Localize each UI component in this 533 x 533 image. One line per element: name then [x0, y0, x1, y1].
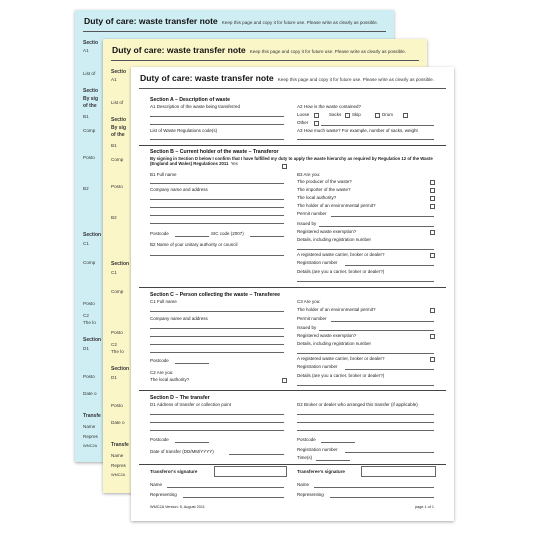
version-footer: WMC2A Version: 5, August 2011 — [150, 505, 205, 509]
b-details-reg-label: Details, including registration number — [297, 237, 372, 242]
back-row: Posto — [83, 301, 95, 306]
back-row: Repres — [83, 434, 98, 439]
b-importer-checkbox[interactable] — [430, 188, 435, 193]
drum-label: Drum — [382, 112, 393, 117]
c-reg-exempt-checkbox[interactable] — [430, 334, 435, 339]
front-sheet — [131, 67, 454, 521]
b-local-authority-label: The local authority? — [297, 195, 337, 200]
c-postcode-label: Postcode — [150, 358, 169, 363]
transferor-signature-label: Transferor's signature — [150, 469, 198, 474]
c-issued-by-line[interactable] — [319, 330, 434, 331]
back-row: By sig — [83, 96, 99, 102]
b-permit-number-label: Permit number — [297, 211, 327, 216]
b-carrier-label: A registered waste carrier, broker or dealer? — [297, 252, 385, 257]
middle-row: WMC2A — [111, 473, 126, 477]
a2-label: A2 How is the waste contained? — [297, 104, 362, 109]
section-c-heading: Section C – Person collecting the waste – Transferee — [150, 292, 281, 298]
b-reg-number-label: Registration number — [297, 260, 338, 265]
c-issued-by-label: Issued by — [297, 325, 317, 330]
transferor-representing-line[interactable] — [183, 497, 284, 498]
back-row: Comp — [83, 260, 96, 265]
middle-row: Sectio — [111, 117, 127, 123]
middle-row: Date o — [111, 420, 125, 425]
transferor-representing-label: Representing — [150, 492, 177, 497]
front-title: Duty of care: waste transfer note Keep this page and copy it for future use. Please write as clearly as possible. — [140, 73, 434, 83]
sic-code-label: SIC code (2007) — [211, 231, 244, 236]
back-row: Comp — [83, 128, 96, 133]
b-carrier-checkbox[interactable] — [430, 253, 435, 258]
back-row: Posto — [83, 155, 95, 160]
middle-row: Section — [111, 366, 130, 372]
c-company-line[interactable] — [150, 352, 284, 353]
back-row: Section — [83, 337, 102, 343]
b1-label: B1 Full name — [150, 172, 177, 177]
b-details-reg-line[interactable] — [297, 249, 434, 250]
hierarchy-yes-checkbox[interactable] — [282, 164, 287, 169]
transferee-name-label: Name — [297, 482, 310, 487]
middle-row: The lo — [111, 349, 124, 354]
transfer-date-line[interactable] — [229, 454, 284, 455]
a1-input-line[interactable] — [150, 124, 284, 125]
back-row: A1 — [83, 48, 89, 53]
back-row: B1 — [83, 114, 89, 119]
b-company-line[interactable] — [150, 207, 284, 208]
b3-label: B3 Are you: — [297, 172, 321, 177]
c-company-line[interactable] — [150, 328, 284, 329]
waste-hierarchy-declaration: By signing in Section D below I confirm that I have fulfilled my duty to apply the waste hierarchy as required by Regulation 12 of the Waste (England and Wales) Regulations 2011 Yes — [150, 156, 433, 167]
middle-row: C2 — [111, 342, 117, 347]
codes-input-line[interactable] — [150, 139, 284, 140]
c-company-line[interactable] — [150, 336, 284, 337]
page-number: page 1 of 1 — [414, 505, 434, 509]
c1-input-line[interactable] — [150, 311, 284, 312]
c-details-reg-line[interactable] — [297, 353, 434, 354]
b-producer-checkbox[interactable] — [430, 180, 435, 185]
b-issued-by-line[interactable] — [319, 226, 434, 227]
transferee-signature-label: Transferee's signature — [297, 469, 345, 474]
back-row: B2 — [83, 186, 89, 191]
a1-input-line[interactable] — [150, 116, 284, 117]
c-env-permit-checkbox[interactable] — [430, 308, 435, 313]
b-importer-label: The importer of the waste? — [297, 187, 351, 192]
c3-label: C3 Are you: — [297, 299, 321, 304]
back-row: C1 — [83, 241, 89, 246]
c-carrier-label: A registered waste carrier, broker or dealer? — [297, 356, 385, 361]
skip-checkbox[interactable] — [375, 113, 380, 118]
b-postcode-line[interactable] — [175, 236, 209, 237]
b-env-permit-label: The holder of an environmental permit? — [297, 203, 376, 208]
c-permit-number-label: Permit number — [297, 316, 327, 321]
b2-label: B2 Name of your unitary authority or council — [150, 242, 238, 247]
b1-input-line[interactable] — [150, 183, 284, 184]
middle-row: B1 — [111, 143, 117, 148]
c-reg-exempt-label: Registered waste exemption? — [297, 333, 357, 338]
codes-label: List of Waste Regulations code(s) — [150, 128, 218, 133]
other-label: Other — [297, 120, 309, 125]
skip-label: Skip — [352, 112, 361, 117]
back-row: Transfe — [83, 413, 101, 419]
b-company-label: Company name and address — [150, 187, 208, 192]
d2-label: D2 Broker or dealer who arranged this transfer (if applicable) — [297, 402, 418, 407]
middle-title: Duty of care: waste transfer note Keep this page and copy it for future use. Please write as clearly as possible. — [112, 45, 406, 55]
c-env-permit-label: The holder of an environmental permit? — [297, 307, 376, 312]
b-postcode-label: Postcode — [150, 231, 169, 236]
sacks-checkbox[interactable] — [345, 113, 350, 118]
b2-input-line[interactable] — [150, 255, 284, 256]
a1-label: A1 Description of the waste being transferred — [150, 104, 241, 109]
back-title: Duty of care: waste transfer note Keep this page and copy it for future use. Please write as clearly as possible. — [84, 16, 378, 26]
c-postcode-line[interactable] — [175, 363, 209, 364]
transferee-signature-box[interactable] — [361, 466, 436, 477]
loose-label: Loose — [297, 112, 310, 117]
middle-row: Posto — [111, 184, 123, 189]
c1-label: C1 Full name — [150, 299, 177, 304]
a3-label: A3 How much waste? For example, number of sacks, weight — [297, 128, 418, 133]
middle-row: Comp — [111, 289, 124, 294]
b-reg-exempt-checkbox[interactable] — [430, 230, 435, 235]
sic-code-line[interactable] — [250, 236, 284, 237]
b-company-line[interactable] — [150, 223, 284, 224]
middle-row: Posto — [111, 403, 123, 408]
middle-row: C1 — [111, 270, 117, 275]
back-row: D1 — [83, 346, 89, 351]
back-row: C2 — [83, 313, 89, 318]
other-input-line[interactable] — [321, 125, 434, 126]
times-line[interactable] — [316, 460, 350, 461]
c-local-authority-checkbox[interactable] — [282, 378, 287, 383]
back-row: WMC2A — [83, 444, 98, 448]
middle-row: Name — [111, 453, 124, 458]
d2-input-line[interactable] — [297, 422, 434, 423]
transferor-name-label: Name — [150, 482, 163, 487]
back-row: Sectio — [83, 40, 99, 46]
d-reg-number-label: Registration number — [297, 447, 338, 452]
c-company-line[interactable] — [150, 344, 284, 345]
loose-checkbox[interactable] — [314, 113, 319, 118]
section-d-heading: Section D – The transfer — [150, 395, 210, 401]
b-company-line[interactable] — [150, 199, 284, 200]
transfer-date-label: Date of transfer (DD/MM/YYYY) — [150, 449, 214, 454]
c-carrier-checkbox[interactable] — [430, 357, 435, 362]
transferee-representing-label: Representing — [297, 492, 324, 497]
transferor-signature-box[interactable] — [214, 466, 287, 477]
middle-row: Comp — [111, 157, 124, 162]
d1-input-line[interactable] — [150, 414, 284, 415]
b-producer-label: The producer of the waste? — [297, 179, 352, 184]
d2-input-line[interactable] — [297, 430, 434, 431]
b-issued-by-label: Issued by — [297, 221, 317, 226]
section-a-heading: Section A – Description of waste — [150, 97, 231, 103]
middle-row: D1 — [111, 375, 117, 380]
d-postcode-label: Postcode — [150, 437, 169, 442]
c-reg-number-line[interactable] — [345, 369, 434, 370]
d2-postcode-label: Postcode — [297, 437, 316, 442]
d-reg-number-line[interactable] — [345, 452, 434, 453]
b-details-carrier-label: Details (are you a carrier, broker or dealer?) — [297, 269, 385, 274]
c-permit-number-line[interactable] — [331, 321, 434, 322]
transferor-name-line[interactable] — [167, 487, 284, 488]
b-env-permit-checkbox[interactable] — [430, 204, 435, 209]
d1-label: D1 Address of transfer or collection point — [150, 402, 232, 407]
back-row: List of — [83, 71, 96, 76]
middle-row: List of — [111, 100, 124, 105]
b-local-authority-checkbox[interactable] — [430, 196, 435, 201]
times-label: Time(s) — [297, 455, 313, 460]
b-reg-number-line[interactable] — [345, 265, 434, 266]
d1-input-line[interactable] — [150, 430, 284, 431]
back-row: Section — [83, 232, 102, 238]
transferee-representing-line[interactable] — [330, 497, 434, 498]
back-row: Sectio — [83, 88, 99, 94]
middle-row: Section — [111, 261, 130, 267]
other-checkbox[interactable] — [314, 121, 319, 126]
d2-postcode-line[interactable] — [321, 442, 355, 443]
middle-row: By sig — [111, 125, 127, 131]
b-details-carrier-line[interactable] — [297, 281, 434, 282]
c2-label: C2 Are you: — [150, 370, 174, 375]
middle-row: of the — [111, 132, 125, 138]
middle-row: Posto — [111, 330, 123, 335]
d1-input-line[interactable] — [150, 422, 284, 423]
middle-row: Sectio — [111, 69, 127, 75]
b-permit-number-line[interactable] — [331, 216, 434, 217]
c-reg-number-label: Registration number — [297, 364, 338, 369]
back-row: Name — [83, 424, 96, 429]
c-local-authority-label: The local authority? — [150, 377, 190, 382]
middle-row: Transfe — [111, 442, 129, 448]
c-details-carrier-line[interactable] — [297, 385, 434, 386]
section-b-heading: Section B – Current holder of the waste – Transferor — [150, 149, 279, 155]
middle-row: B2 — [111, 215, 117, 220]
b-company-line[interactable] — [150, 215, 284, 216]
a3-input-line[interactable] — [297, 139, 434, 140]
back-row: Date o — [83, 391, 97, 396]
c-details-carrier-label: Details (are you a carrier, broker or dealer?) — [297, 373, 385, 378]
middle-row: Repres — [111, 463, 126, 468]
sacks-label: Sacks — [329, 112, 342, 117]
c-details-reg-label: Details, including registration number — [297, 341, 372, 346]
transferee-name-line[interactable] — [314, 487, 434, 488]
back-row: of the — [83, 103, 97, 109]
c-company-label: Company name and address — [150, 316, 208, 321]
back-row: The lo — [83, 320, 96, 325]
back-row: Posto — [83, 374, 95, 379]
drum-checkbox[interactable] — [403, 113, 408, 118]
middle-row: A1 — [111, 77, 117, 82]
b-reg-exempt-label: Registered waste exemption? — [297, 229, 357, 234]
d-postcode-line[interactable] — [175, 442, 209, 443]
d2-input-line[interactable] — [297, 414, 434, 415]
